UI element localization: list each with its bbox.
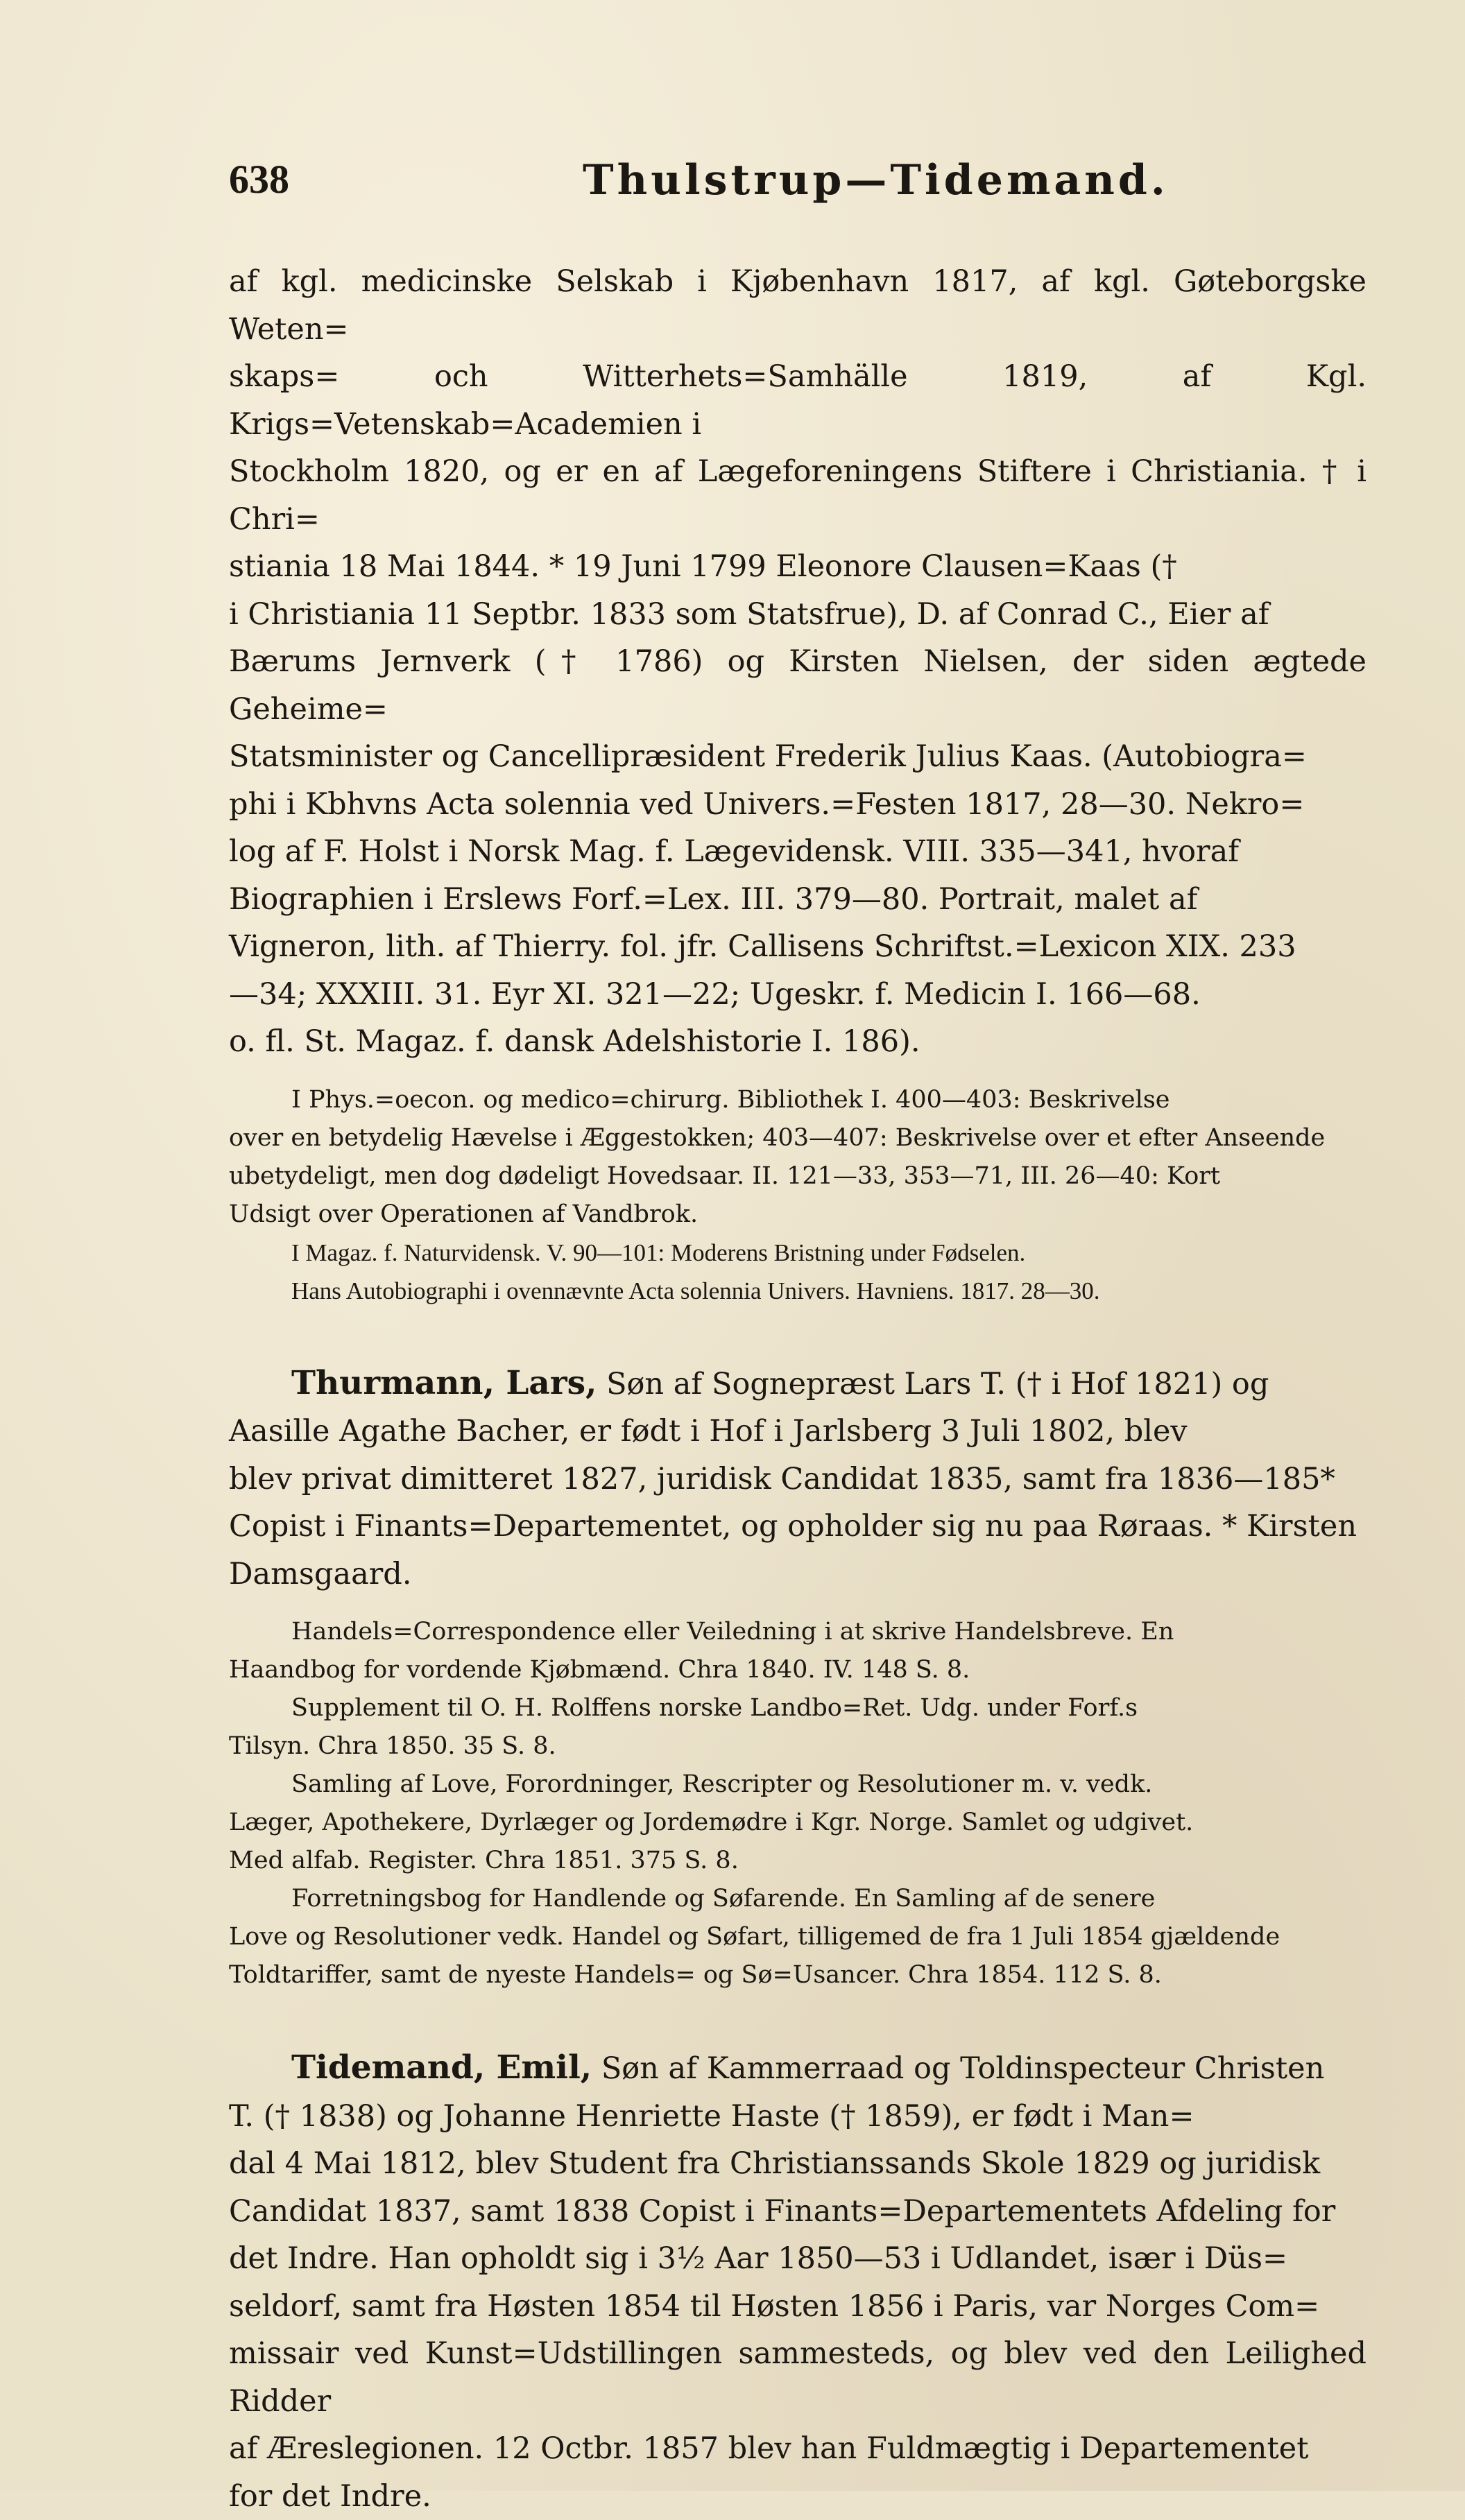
text-line: Candidat 1837, samt 1838 Copist i Finants=Departementets Afdeling for bbox=[229, 2188, 1367, 2236]
text-line: Vigneron, lith. af Thierry. fol. jfr. Callisens Schriftst.=Lexicon XIX. 233 bbox=[229, 923, 1367, 971]
entry-headword: Tidemand, Emil, bbox=[291, 2048, 592, 2087]
work-line: Handels=Correspondence eller Veiledning i at skrive Handelsbreve. En bbox=[229, 1613, 1367, 1651]
text-line: missair ved Kunst=Udstillingen sammesteds, og blev ved den Leilighed Ridder bbox=[229, 2330, 1367, 2425]
work-line: Love og Resolutioner vedk. Handel og Søfart, tilligemed de fra 1 Juli 1854 gjældende bbox=[229, 1918, 1367, 1956]
work-line: Samling af Love, Forordninger, Rescripter og Resolutioner m. v. vedk. bbox=[229, 1766, 1367, 1804]
entry-first-line bbox=[229, 2044, 1367, 2093]
page-header bbox=[229, 156, 1367, 218]
text-line: Bærums Jernverk († 1786) og Kirsten Nielsen, der siden ægtede Geheime= bbox=[229, 638, 1367, 733]
text-line: af kgl. medicinske Selskab i Kjøbenhavn 1817, af kgl. Gøteborgske Weten= bbox=[229, 258, 1367, 353]
work-line: Haandbog for vordende Kjøbmænd. Chra 1840. IV. 148 S. 8. bbox=[229, 1651, 1367, 1689]
text-line: Aasille Agathe Bacher, er født i Hof i Jarlsberg 3 Juli 1802, blev bbox=[229, 1408, 1367, 1456]
page-number: 638 bbox=[229, 156, 289, 202]
text-line: Stockholm 1820, og er en af Lægeforeningens Stiftere i Christiania. † i Chri= bbox=[229, 448, 1367, 543]
text-line: Copist i Finants=Departementet, og opholder sig nu paa Røraas. * Kirsten bbox=[229, 1503, 1367, 1551]
text-line: stiania 18 Mai 1844. * 19 Juni 1799 Eleonore Clausen=Kaas († bbox=[229, 543, 1367, 591]
text-line: dal 4 Mai 1812, blev Student fra Christianssands Skole 1829 og juridisk bbox=[229, 2140, 1367, 2188]
entry-headword: Thurmann, Lars, bbox=[291, 1364, 597, 1402]
note-line: ubetydeligt, men dog dødeligt Hovedsaar. II. 121—33, 353—71, III. 26—40: Kort bbox=[229, 1157, 1367, 1196]
text-line: phi i Kbhvns Acta solennia ved Univers.=Festen 1817, 28—30. Nekro= bbox=[229, 781, 1367, 829]
note-line: Hans Autobiographi i ovennævnte Acta solennia Univers. Havniens. 1817. 28—30. bbox=[229, 1272, 1367, 1310]
tidemand-entry bbox=[229, 2044, 1367, 2520]
note-line: I Phys.=oecon. og medico=chirurg. Bibliothek I. 400—403: Beskrivelse bbox=[229, 1081, 1367, 1119]
entry-text: Søn af Sognepræst Lars T. († i Hof 1821) og bbox=[597, 1367, 1269, 1401]
text-line: blev privat dimitteret 1827, juridisk Candidat 1835, samt fra 1836—185* bbox=[229, 1456, 1367, 1503]
text-line: o. fl. St. Magaz. f. dansk Adelshistorie I. 186). bbox=[229, 1018, 1367, 1066]
text-line: T. († 1838) og Johanne Henriette Haste († 1859), er født i Man= bbox=[229, 2093, 1367, 2141]
running-head: Thulstrup—Tidemand. bbox=[583, 156, 1169, 205]
thulstrup-continuation bbox=[229, 258, 1367, 1066]
note-line: I Magaz. f. Naturvidensk. V. 90—101: Moderens Bristning under Fødselen. bbox=[229, 1234, 1367, 1272]
text-line: log af F. Holst i Norsk Mag. f. Lægevidensk. VIII. 335—341, hvoraf bbox=[229, 828, 1367, 876]
text-line: det Indre. Han opholdt sig i 3½ Aar 1850—53 i Udlandet, især i Düs= bbox=[229, 2235, 1367, 2283]
text-line: Statsminister og Cancellipræsident Frederik Julius Kaas. (Autobiogra= bbox=[229, 733, 1367, 781]
work-line: Forretningsbog for Handlende og Søfarende. En Samling af de senere bbox=[229, 1880, 1367, 1918]
work-line: Tilsyn. Chra 1850. 35 S. 8. bbox=[229, 1727, 1367, 1766]
text-line: seldorf, samt fra Høsten 1854 til Høsten 1856 i Paris, var Norges Com= bbox=[229, 2283, 1367, 2331]
text-line: Damsgaard. bbox=[229, 1551, 1367, 1598]
text-line: Biographien i Erslews Forf.=Lex. III. 379—80. Portrait, malet af bbox=[229, 876, 1367, 924]
text-line: i Christiania 11 Septbr. 1833 som Statsfrue), D. af Conrad C., Eier af bbox=[229, 591, 1367, 639]
thurmann-works bbox=[229, 1613, 1367, 1994]
text-line: —34; XXXIII. 31. Eyr XI. 321—22; Ugeskr. f. Medicin I. 166—68. bbox=[229, 971, 1367, 1019]
text-line: for det Indre. bbox=[229, 2473, 1367, 2520]
entry-text: Søn af Kammerraad og Toldinspecteur Christen bbox=[592, 2051, 1324, 2086]
entry-first-line bbox=[229, 1360, 1367, 1408]
work-line: Supplement til O. H. Rolffens norske Landbo=Ret. Udg. under Forf.s bbox=[229, 1689, 1367, 1727]
work-line: Med alfab. Register. Chra 1851. 375 S. 8. bbox=[229, 1842, 1367, 1880]
text-line: af Æreslegionen. 12 Octbr. 1857 blev han Fuldmægtig i Departementet bbox=[229, 2425, 1367, 2473]
note-line: Udsigt over Operationen af Vandbrok. bbox=[229, 1196, 1367, 1234]
page-content bbox=[229, 258, 1367, 2520]
work-line: Læger, Apothekere, Dyrlæger og Jordemødre i Kgr. Norge. Samlet og udgivet. bbox=[229, 1804, 1367, 1842]
note-line: over en betydelig Hævelse i Æggestokken; 403—407: Beskrivelse over et efter Anseende bbox=[229, 1119, 1367, 1157]
work-line: Toldtariffer, samt de nyeste Handels= og Sø=Usancer. Chra 1854. 112 S. 8. bbox=[229, 1956, 1367, 1994]
thurmann-entry bbox=[229, 1360, 1367, 1598]
text-line: skaps= och Witterhets=Samhälle 1819, af Kgl. Krigs=Vetenskab=Academien i bbox=[229, 353, 1367, 448]
thulstrup-notes bbox=[229, 1081, 1367, 1310]
